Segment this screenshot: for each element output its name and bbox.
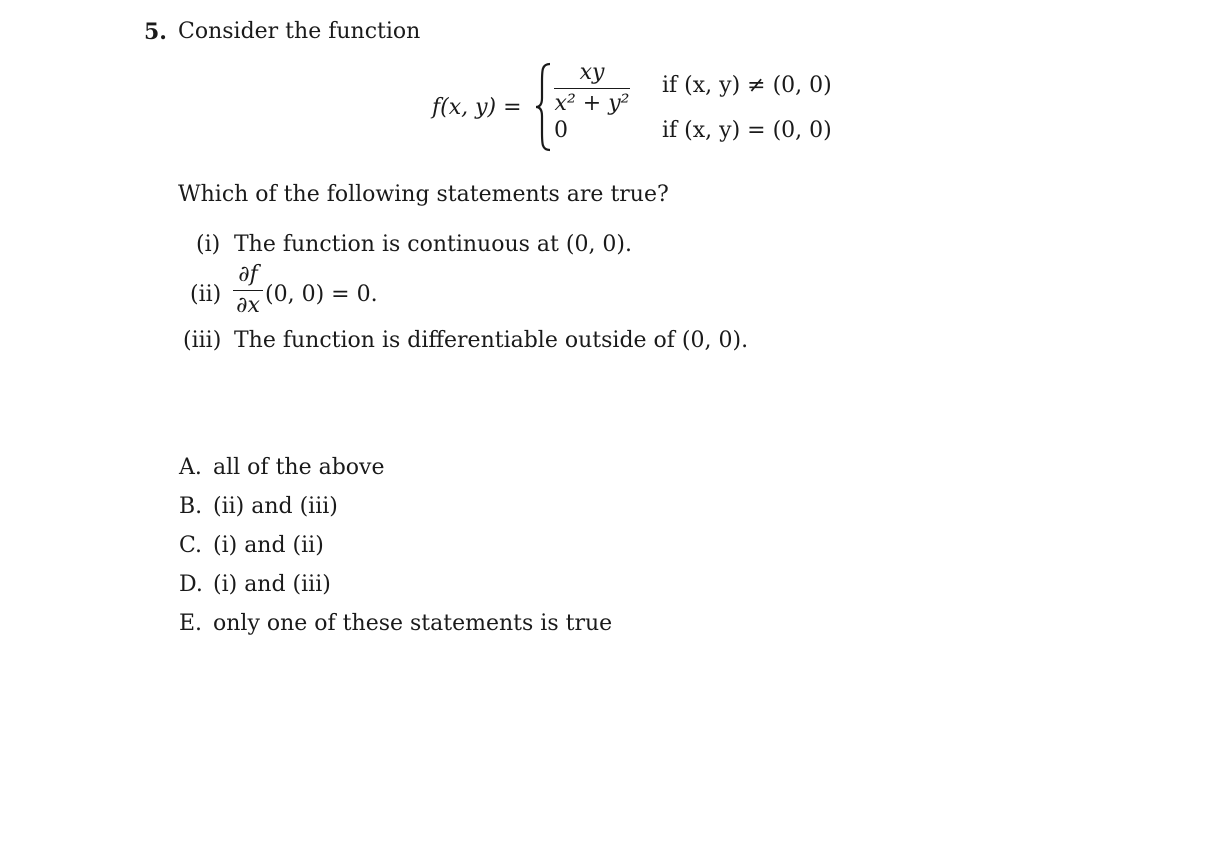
statement-text: The function is differentiable outside of (0, 0).: [234, 328, 749, 353]
partial-derivative-fraction: [233, 264, 263, 317]
statement-label: (ii): [190, 282, 222, 307]
choice-label: C.: [179, 533, 203, 558]
fraction-bar: [554, 88, 630, 89]
case1-numerator: xy: [579, 60, 605, 85]
choice-text: only one of these statements is true: [213, 611, 613, 636]
choice-label: A.: [179, 455, 202, 480]
problem-number: 5.: [144, 19, 167, 45]
case1-condition: if (x, y) ≠ (0, 0): [662, 73, 832, 98]
choice-text: (i) and (ii): [213, 533, 324, 558]
choice-text: (ii) and (iii): [213, 494, 338, 519]
case1-fraction: [554, 62, 630, 115]
fraction-bar: [233, 290, 263, 291]
choice-label: D.: [179, 572, 203, 597]
partial-numerator: ∂f: [238, 262, 258, 287]
statement-label: (iii): [183, 328, 222, 353]
case1-denominator: x² + y²: [554, 91, 630, 116]
choice-label: E.: [179, 611, 203, 636]
choice-label: B.: [179, 494, 203, 519]
statement-text: (0, 0) = 0.: [265, 282, 378, 307]
case2-condition: if (x, y) = (0, 0): [662, 118, 832, 143]
partial-denominator: ∂x: [236, 293, 260, 318]
statement-text: The function is continuous at (0, 0).: [234, 232, 632, 257]
problem-intro: Consider the function: [178, 19, 421, 44]
function-lhs: f(x, y) =: [432, 95, 522, 120]
case2-value: 0: [554, 118, 568, 143]
statement-label: (i): [196, 232, 221, 257]
question-text: Which of the following statements are true?: [178, 182, 669, 207]
left-brace-icon: [534, 62, 554, 152]
choice-text: (i) and (iii): [213, 572, 331, 597]
choice-text: all of the above: [213, 455, 385, 480]
